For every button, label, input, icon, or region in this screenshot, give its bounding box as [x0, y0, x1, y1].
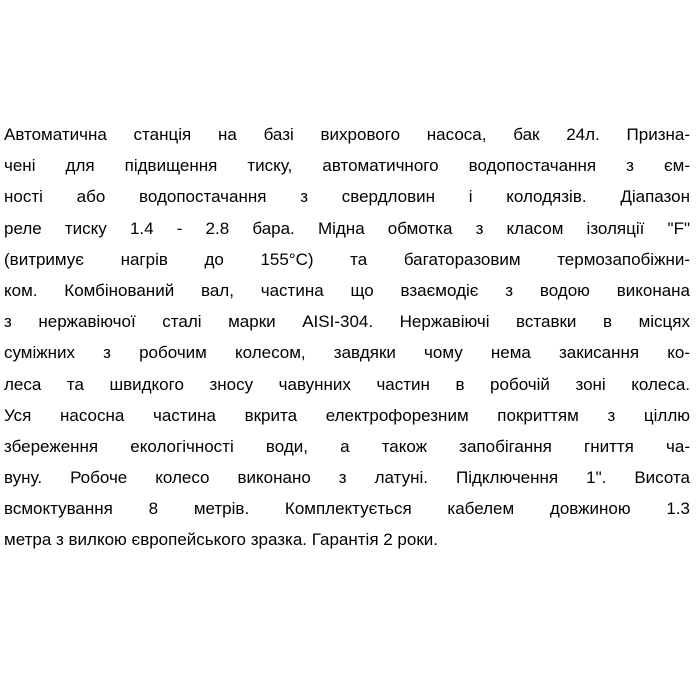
text-line: Автоматична станція на базі вихрового насоса, бак 24л. Призна- [4, 125, 690, 144]
product-description [4, 119, 690, 556]
text-line: збереження екологічності води, а також запобігання гниття ча- [4, 436, 690, 456]
text-line: з нержавіючої сталі марки AISI-304. Нержавіючі вставки в місцях [4, 312, 690, 332]
text-line: ком. Комбінований вал, частина що взаємодіє з водою виконана [4, 280, 690, 300]
text-line: реле тиску 1.4 - 2.8 бара. Мідна обмотка з класом ізоляції "F" [4, 218, 690, 238]
text-line: Уся насосна частина вкрита електрофорезним покриттям з ціллю [4, 405, 690, 425]
text-line: всмоктування 8 метрів. Комплектується кабелем довжиною 1.3 [4, 499, 690, 519]
text-line: чені для підвищення тиску, автоматичного водопостачання з єм- [4, 156, 690, 176]
text-line: (витримує нагрів до 155°C) та багаторазовим термозапобіжни- [4, 249, 690, 269]
text-line: леса та швидкого зносу чавунних частин в робочій зоні колеса. [4, 374, 690, 394]
text-line: суміжних з робочим колесом, завдяки чому нема закисання ко- [4, 343, 690, 363]
text-line: ності або водопостачання з свердловин і колодязів. Діапазон [4, 187, 690, 207]
text-line: вуну. Робоче колесо виконано з латуні. Підключення 1". Висота [4, 468, 690, 488]
text-line: метра з вилкою європейського зразка. Гарантія 2 роки. [4, 530, 438, 550]
